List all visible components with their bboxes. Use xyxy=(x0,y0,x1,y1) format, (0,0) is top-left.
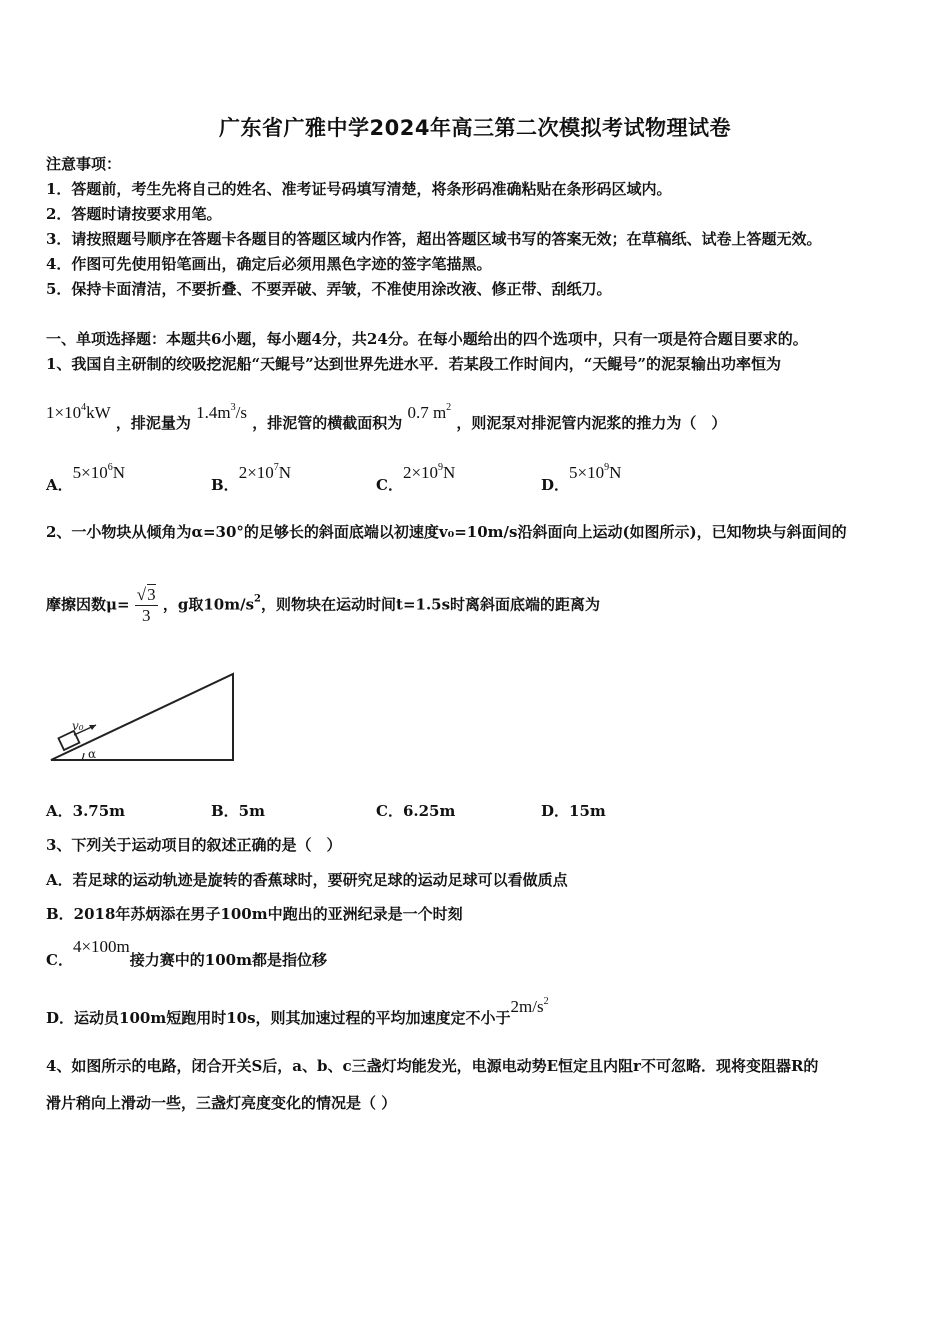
incline-diagram xyxy=(46,668,241,768)
q3-option-c: C．4×100m接力赛中的100m都是指位移 xyxy=(46,937,327,969)
q3-option-a: A．若足球的运动轨迹是旋转的香蕉球时，要研究足球的运动足球可以看做质点 xyxy=(46,871,568,889)
notice-heading: 注意事项： xyxy=(46,155,122,173)
q2-stem-line2: 摩擦因数μ= $\frac{√3}{3}$ ，g取$10m/s^2$，则物块在运动时间t=1.5s时离斜面底端的距离为 xyxy=(46,585,601,625)
alpha-label: α xyxy=(88,747,97,761)
q1-option-d: D．$5\times 10^9N$ xyxy=(541,462,622,494)
notice-item: 2．答题时请按要求用笔。 xyxy=(46,205,222,223)
q3-option-b: B．2018年苏炳添在男子100m中跑出的亚洲纪录是一个时刻 xyxy=(46,905,463,923)
section-heading: 一、单项选择题：本题共6小题，每小题4分，共24分。在每小题给出的四个选项中，只有一项是符合题目要求的。 xyxy=(46,330,808,348)
q1-stem-line1: 1、我国自主研制的绞吸挖泥船“天鲲号”达到世界先进水平．若某段工作时间内，“天鲲号”的泥泵输出功率恒为 xyxy=(46,355,781,373)
q1-flow-value: $1.4m^3/s$ xyxy=(196,402,247,422)
page-title: 广东省广雅中学2024年高三第二次模拟考试物理试卷 xyxy=(219,116,731,140)
q1-option-b: B．$2\times 10^7N$ xyxy=(211,462,292,494)
q4-stem-line1: 4、如图所示的电路，闭合开关S后，a、b、c三盏灯均能发光，电源电动势E恒定且内阻r不可忽略．现将变阻器R的 xyxy=(46,1057,819,1075)
q1-power-value: $1\times 10^4kW$ xyxy=(46,402,111,422)
q1-stem-line2: $1\times 10^4kW$ ，排泥量为 $1.4m^3/s$ ，排泥管的横截面积为 0.7 $m^2$ ，则泥泵对排泥管内泥浆的推力为（ ） xyxy=(46,402,727,432)
v0-label: v₀ xyxy=(72,719,84,733)
q1-option-a: A．$5\times 10^6N$ xyxy=(46,462,126,494)
notice-item: 5．保持卡面清洁，不要折叠、不要弄破、弄皱，不准使用涂改液、修正带、刮纸刀。 xyxy=(46,280,612,298)
q2-option-b: B．5m xyxy=(211,802,265,820)
q2-option-a: A．3.75m xyxy=(46,802,126,820)
notice-item: 3．请按照题号顺序在答题卡各题目的答题区域内作答，超出答题区域书写的答案无效；在草稿纸、试卷上答题无效。 xyxy=(46,230,822,248)
notice-item: 4．作图可先使用铅笔画出，确定后必须用黑色字迹的签字笔描黑。 xyxy=(46,255,492,273)
q2-option-d: D．15m xyxy=(541,802,606,820)
q1-area-value: 0.7 $m^2$ xyxy=(407,402,452,422)
q4-stem-line2: 滑片稍向上滑动一些，三盏灯亮度变化的情况是（ ） xyxy=(46,1094,397,1112)
q2-mu-fraction: $\frac{√3}{3}$ xyxy=(136,585,156,625)
q2-option-c: C．6.25m xyxy=(376,802,456,820)
q3-option-d: D．运动员100m短跑用时10s，则其加速过程的平均加速度定不小于$2m/s^2$ xyxy=(46,996,549,1027)
q1-option-c: C．$2\times 10^9N$ xyxy=(376,462,456,494)
q2-stem-line1: 2、一小物块从倾角为α=30°的足够长的斜面底端以初速度v₀=10m/s沿斜面向上运动(如图所示)，已知物块与斜面间的 xyxy=(46,523,847,541)
q3-stem: 3、下列关于运动项目的叙述正确的是（ ） xyxy=(46,836,342,854)
notice-item: 1．答题前，考生先将自己的姓名、准考证号码填写清楚，将条形码准确粘贴在条形码区域内。 xyxy=(46,180,672,198)
